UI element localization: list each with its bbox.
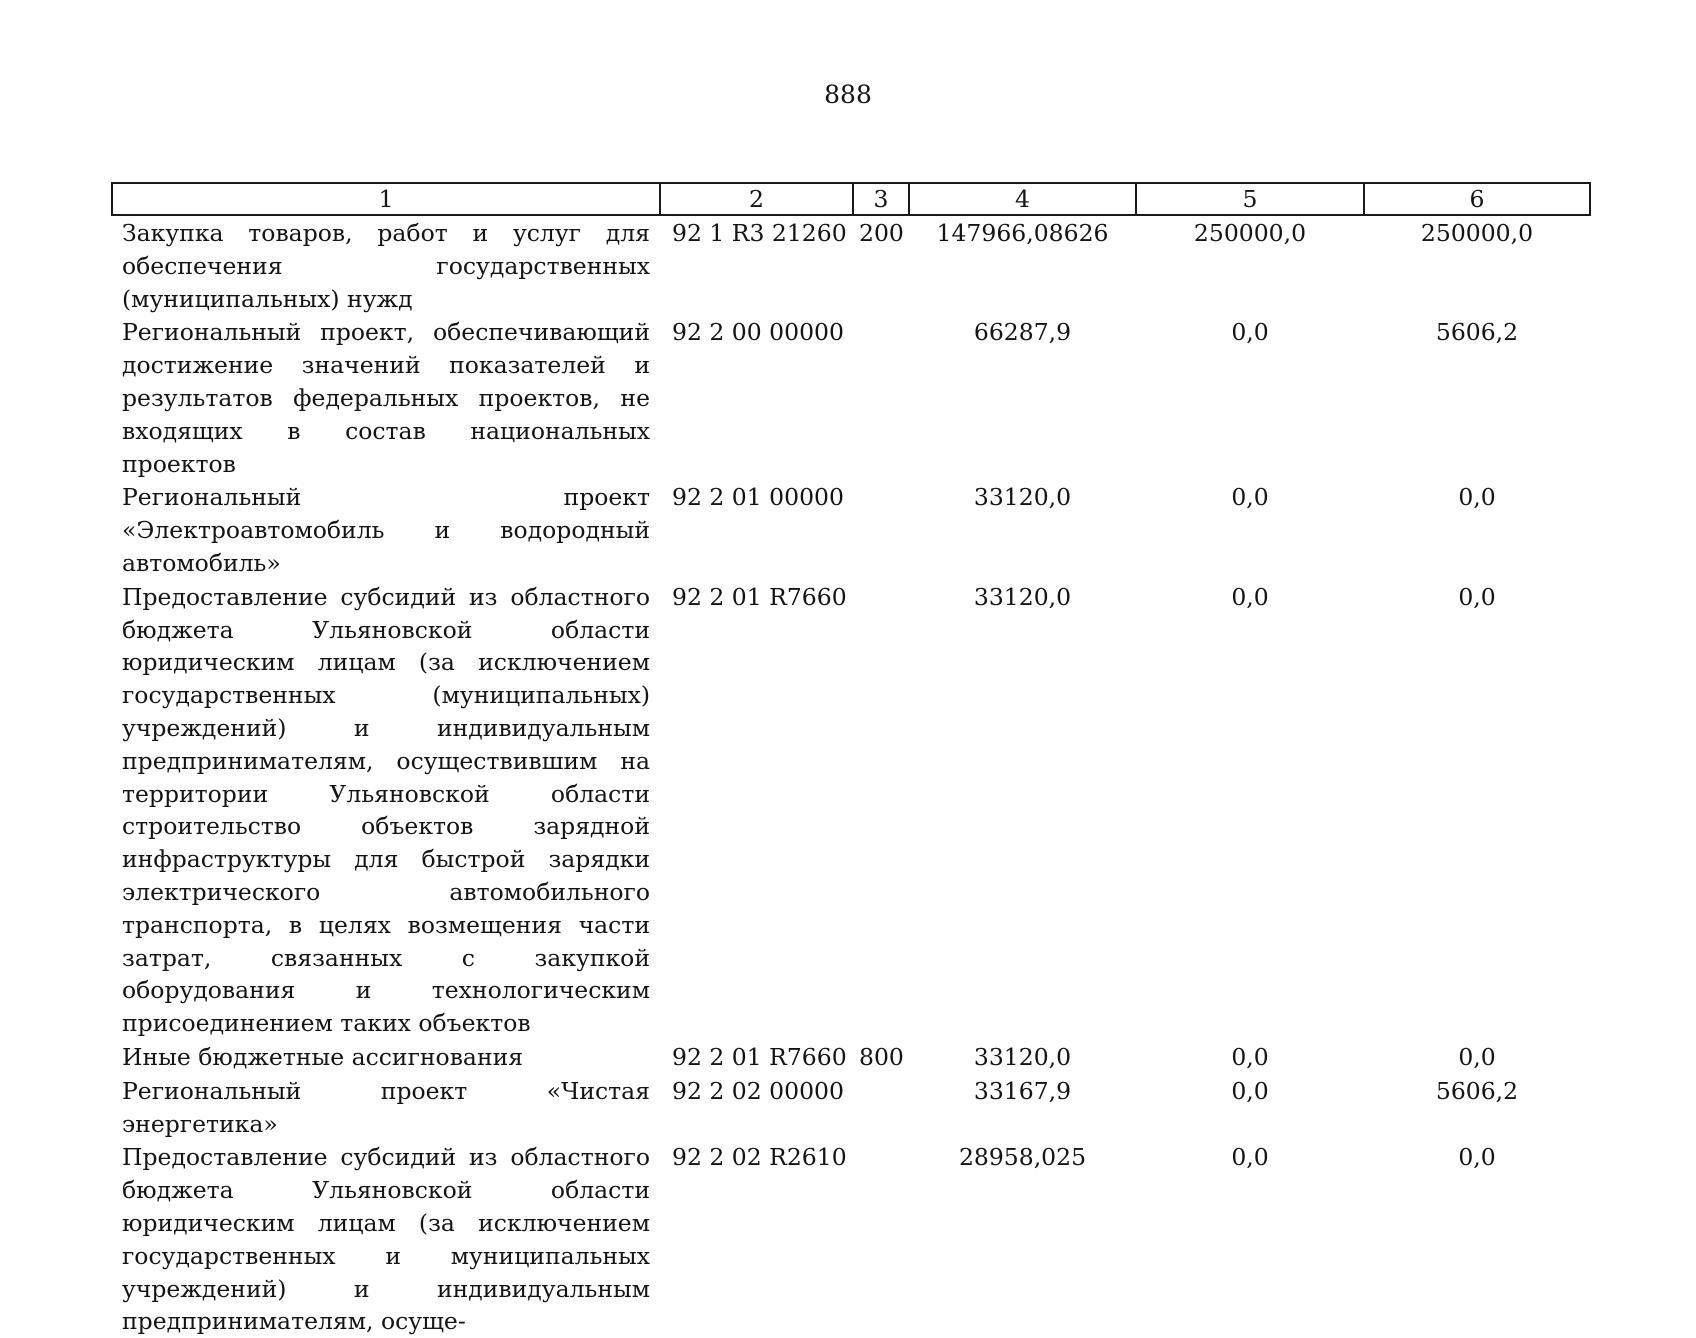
row-target-code: 92 2 01 00000 (672, 483, 844, 512)
table-row (112, 1140, 1590, 1338)
row-name: Предоставление субсидий из областного бюджета Ульяновской области юридическим лицам (за исключением государственных (муниципальных) учреждений) и индивидуальным предпринимателям, осуществившим на территории Ульяновской области строительство объектов зарядной инфраструктуры для быстрой зарядки электрического автомобильного транспорта, в целях возмещения части затрат, связанных с закупкой оборудования и технологическим присоединением таких объектов (122, 582, 650, 1038)
table-row (112, 215, 1590, 315)
table-row (112, 1074, 1590, 1141)
table-row (112, 580, 1590, 1040)
row-value-col4: 28958,025 (958, 1143, 1087, 1172)
row-name: Региональный проект «Чистая энергетика» (122, 1076, 650, 1138)
row-expense-type: 200 (859, 219, 904, 247)
row-value-col5: 0,0 (1231, 1042, 1269, 1071)
row-value-col6: 0,0 (1458, 582, 1496, 611)
row-expense-type: 800 (859, 1042, 904, 1071)
row-value-col6: 0,0 (1458, 1042, 1496, 1071)
row-value-col4: 33120,0 (973, 1042, 1072, 1071)
row-target-code: 92 2 01 R7660 (672, 582, 847, 611)
column-header-5: 5 (1136, 183, 1364, 215)
budget-table (111, 182, 1591, 1338)
table-row (112, 1040, 1590, 1074)
row-name: Региональный проект «Электроавтомобиль и водородный автомобиль» (122, 483, 650, 577)
row-value-col5: 0,0 (1231, 582, 1269, 611)
column-header-1: 1 (112, 183, 660, 215)
row-expense-type (853, 315, 909, 480)
table-row (112, 480, 1590, 579)
row-value-col6: 0,0 (1458, 483, 1496, 512)
row-value-col5: 0,0 (1231, 1143, 1269, 1172)
row-expense-type (853, 580, 909, 1040)
row-value-col4: 33120,0 (973, 582, 1072, 611)
row-value-col6: 5606,2 (1435, 1076, 1519, 1105)
row-name: Предоставление субсидий из областного бюджета Ульяновской области юридическим лицам (за исключением государственных и муниципальных учреждений) и индивидуальным предпринимателям, осуще- (122, 1143, 650, 1336)
row-target-code: 92 1 R3 21260 (672, 219, 847, 247)
column-header-4: 4 (909, 183, 1136, 215)
row-target-code: 92 2 02 R2610 (672, 1143, 847, 1172)
row-value-col6: 5606,2 (1435, 318, 1519, 347)
row-name: Иные бюджетные ассигнования (122, 1042, 524, 1071)
page-number: 888 (824, 80, 872, 109)
column-header-2: 2 (660, 183, 853, 215)
row-name: Закупка товаров, работ и услуг для обеспечения государственных (муниципальных) нужд (122, 219, 650, 313)
row-target-code: 92 2 00 00000 (672, 318, 844, 347)
row-value-col4: 33167,9 (973, 1076, 1072, 1105)
row-target-code: 92 2 01 R7660 (672, 1042, 847, 1071)
row-value-col4: 33120,0 (973, 483, 1072, 512)
row-value-col4: 147966,08626 (936, 219, 1109, 247)
column-header-3: 3 (853, 183, 909, 215)
table-header (112, 183, 1590, 215)
table-row (112, 315, 1590, 480)
row-value-col5: 250000,0 (1193, 219, 1307, 247)
column-header-6: 6 (1364, 183, 1590, 215)
row-value-col6: 250000,0 (1420, 219, 1534, 247)
row-expense-type (853, 480, 909, 579)
row-value-col5: 0,0 (1231, 1076, 1269, 1105)
row-expense-type (853, 1074, 909, 1141)
row-expense-type (853, 1140, 909, 1338)
row-target-code: 92 2 02 00000 (672, 1076, 844, 1105)
row-value-col6: 0,0 (1458, 1143, 1496, 1172)
row-value-col5: 0,0 (1231, 318, 1269, 347)
row-value-col5: 0,0 (1231, 483, 1269, 512)
row-name: Региональный проект, обеспечивающий достижение значений показателей и результатов федеральных проектов, не входящих в состав национальных проектов (122, 318, 650, 478)
row-value-col4: 66287,9 (973, 318, 1072, 347)
